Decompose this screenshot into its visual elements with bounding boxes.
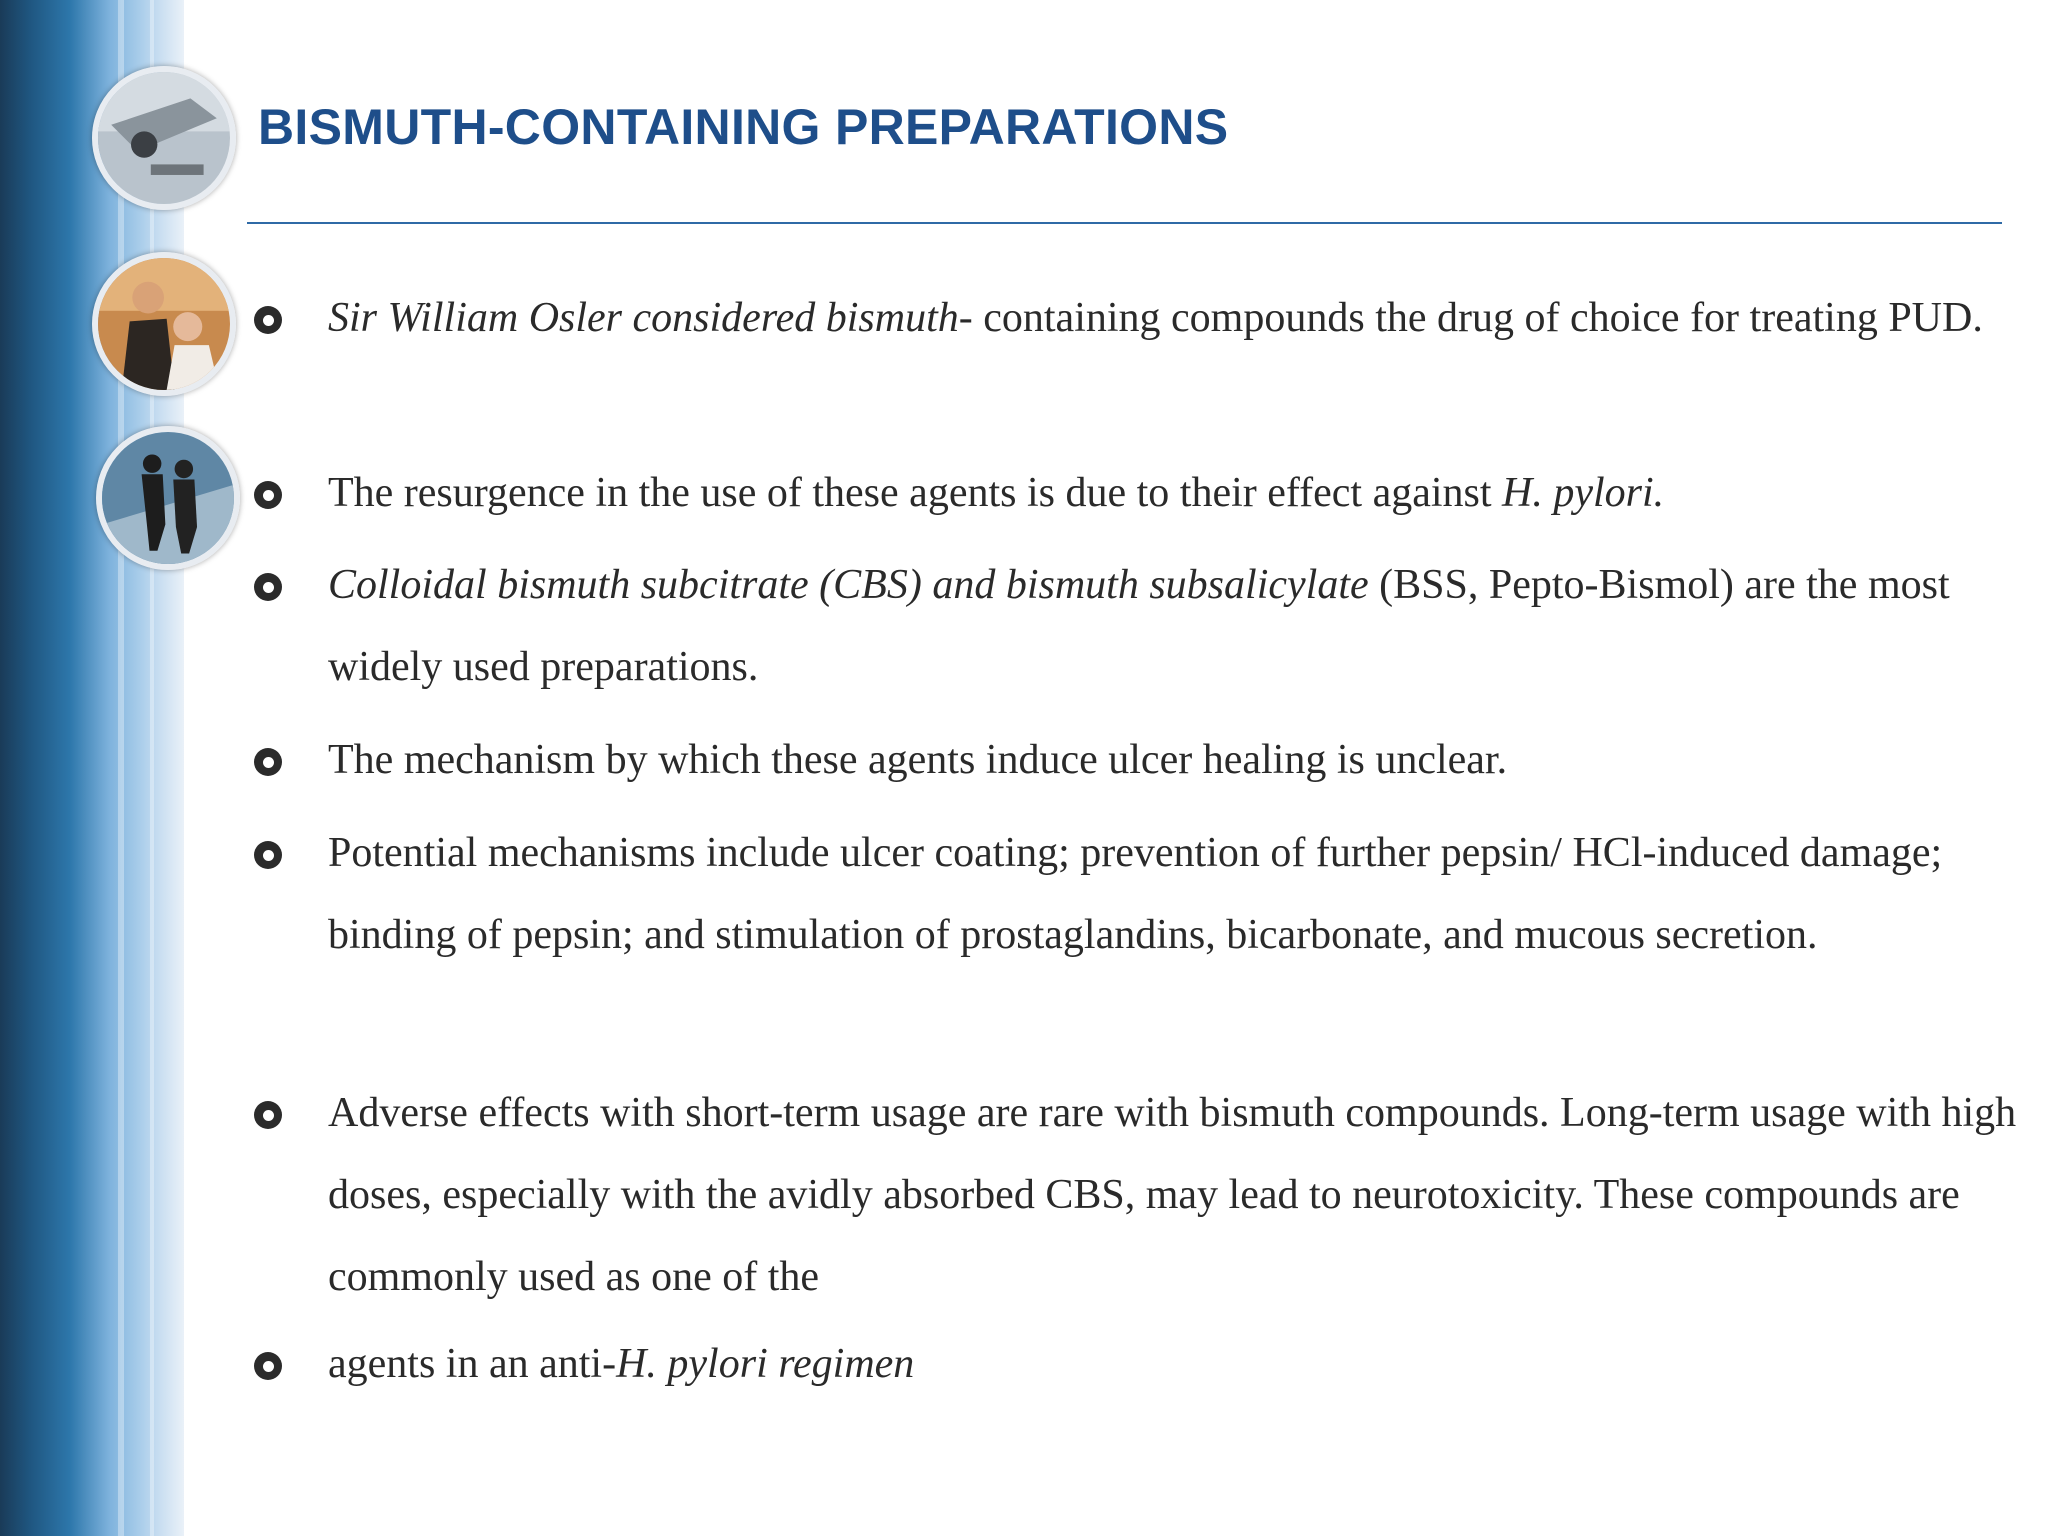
bullet-icon bbox=[254, 1101, 282, 1129]
slide-title: BISMUTH-CONTAINING PREPARATIONS bbox=[258, 99, 1229, 155]
bullet-text-adverse-effects: Adverse effects with short-term usage are rare with bismuth compounds. Long-term usage with high doses, especially with the avidly absorbed CBS, may lead to neurotoxicity. These compounds are commonly used as one of the bbox=[328, 1090, 2017, 1300]
bullet-text-mechanism: The mechanism by which these agents induce ulcer healing is unclear. bbox=[328, 737, 1508, 783]
bullet-icon bbox=[254, 481, 282, 509]
bullet-text-resurgence: The resurgence in the use of these agents is due to their effect against H. pylori. bbox=[328, 470, 1665, 516]
bullet-icon bbox=[254, 1352, 282, 1380]
bullet-text-osler: Sir William Osler considered bismuth- containing compounds the drug of choice for treating PUD. bbox=[328, 295, 1983, 341]
bullet-text-potential-mechanisms: Potential mechanisms include ulcer coating; prevention of further pepsin/ HCl-induced damage; binding of pepsin; and stimulation of prostaglandins, bicarbonate, and mucous secretion. bbox=[328, 830, 1943, 958]
bullet-icon bbox=[254, 573, 282, 601]
bullet-icon bbox=[254, 748, 282, 776]
bullet-text-regimen: agents in an anti-H. pylori regimen bbox=[328, 1341, 915, 1387]
bullet-icon bbox=[254, 306, 282, 334]
bullet-text-preparations: Colloidal bismuth subcitrate (CBS) and bismuth subsalicylate (BSS, Pepto-Bismol) are the most widely used preparations. bbox=[328, 562, 1950, 690]
bullet-icon bbox=[254, 841, 282, 869]
